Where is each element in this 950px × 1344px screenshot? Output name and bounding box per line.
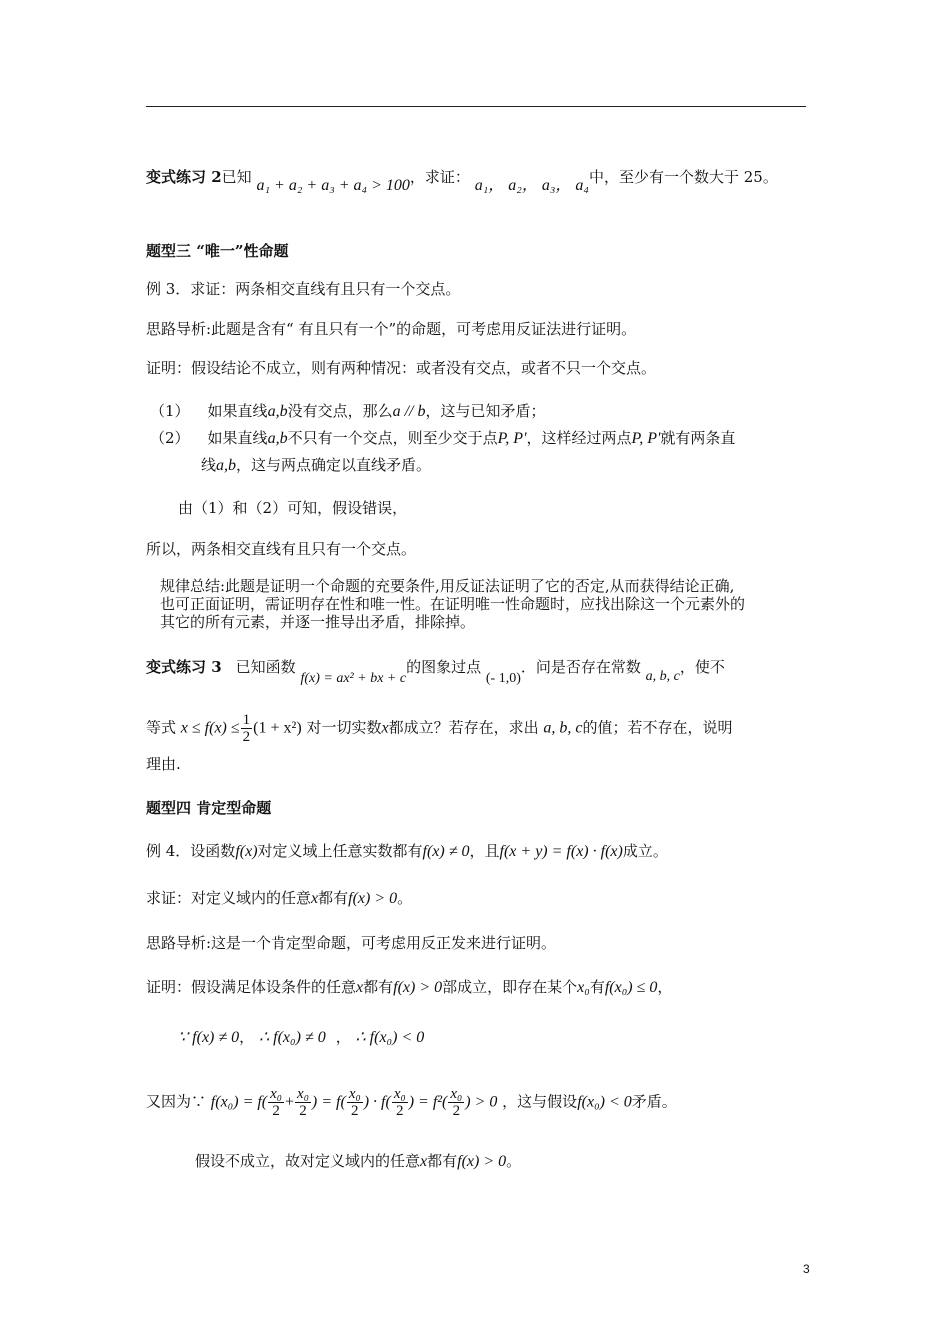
variant-exercise-3: 变式练习 3 已知函数 f(x) = ax² + bx + c的图象过点 (- 1,0)．问是否存在常数 a, b, c，使不 — [146, 658, 725, 686]
header-rule — [146, 106, 806, 107]
example-3: 例 3．求证：两条相交直线有且只有一个交点。 — [146, 280, 461, 298]
proof-3: 证明：假设结论不成立，则有两种情况：或者没有交点，或者不只一个交点。 — [146, 359, 657, 377]
summary-line-1: 规律总结:此题是证明一个命题的充要条件,用反证法证明了它的否定,从而获得结论正确, — [160, 577, 735, 595]
page-number: 3 — [803, 1262, 810, 1276]
summary-line-3: 其它的所有元素，并逐一推导出矛盾，排除掉。 — [160, 613, 476, 631]
summary-line-2: 也可正面证明，需证明存在性和唯一性。在证明唯一性命题时，应找出除这一个元素外的 — [160, 595, 746, 613]
case-2: （2） 如果直线a,b不只有一个交点，则至少交于点P, P'，这样经过两点P, P'就有两条直 — [150, 429, 736, 447]
since-line: ∵ f(x) ≠ 0， ∴ f(x₀) ≠ 0 ， ∴ f(x₀) < 0 — [178, 1028, 425, 1046]
case-2-cont: 线a,b，这与两点确定以直线矛盾。 — [201, 456, 432, 474]
final-line: 假设不成立，故对定义域内的任意x都有f(x) > 0。 — [195, 1152, 522, 1170]
section-heading-3: 题型三 “唯一”性命题 — [146, 242, 289, 260]
variant-3-reason: 理由. — [146, 755, 181, 773]
variant-exercise-2: 变式练习 2已知 a₁ + a₂ + a₃ + a₄ > 100，求证： a₁， a₂， a₃， a₄中，至少有一个数大于 25。 — [146, 168, 778, 194]
conclusion-3: 所以，两条相交直线有且只有一个交点。 — [146, 540, 417, 558]
proof-4: 证明：假设满足体设条件的任意x都有f(x) > 0部成立，即存在某个x₀有f(x₀) ≤ 0， — [146, 978, 673, 996]
idea-4: 思路导析:这是一个肯定型命题，可考虑用反正发来进行证明。 — [146, 934, 557, 952]
conclusion-from-cases: 由（1）和（2）可知，假设错误， — [178, 499, 408, 517]
section-heading-4: 题型四 肯定型命题 — [146, 799, 272, 817]
example-4: 例 4．设函数f(x)对定义域上任意实数都有f(x) ≠ 0，且f(x + y) = f(x) · f(x)成立。 — [146, 842, 668, 860]
idea-3: 思路导析:此题是含有“ 有且只有一个”的命题，可考虑用反证法进行证明。 — [146, 320, 637, 338]
again-line: 又因为∵ f(x₀) = f( $\frac{\text{x₀}}{2}$ + $\frac{\text{x₀}}{2}$ ) = f( $\frac{\text{x₀}}{2}$ ) · f( $\frac{\text{x₀}}{2}$ ) = f²( $\frac{\text{x₀}}{2}$ ) > 0 ，这与假设f(x₀) < 0矛盾。 — [146, 1086, 677, 1119]
prove-4: 求证：对定义域内的任意x都有f(x) > 0。 — [146, 889, 413, 907]
case-1: （1） 如果直线a,b没有交点，那么a // b，这与已知矛盾； — [150, 402, 546, 420]
variant-3-inequality: 等式 x ≤ f(x) ≤ $\frac{1}{2}$ (1 + x²) 对一切实数x都成立？若存在，求出 a, b, c的值；若不存在，说明 — [146, 712, 733, 745]
